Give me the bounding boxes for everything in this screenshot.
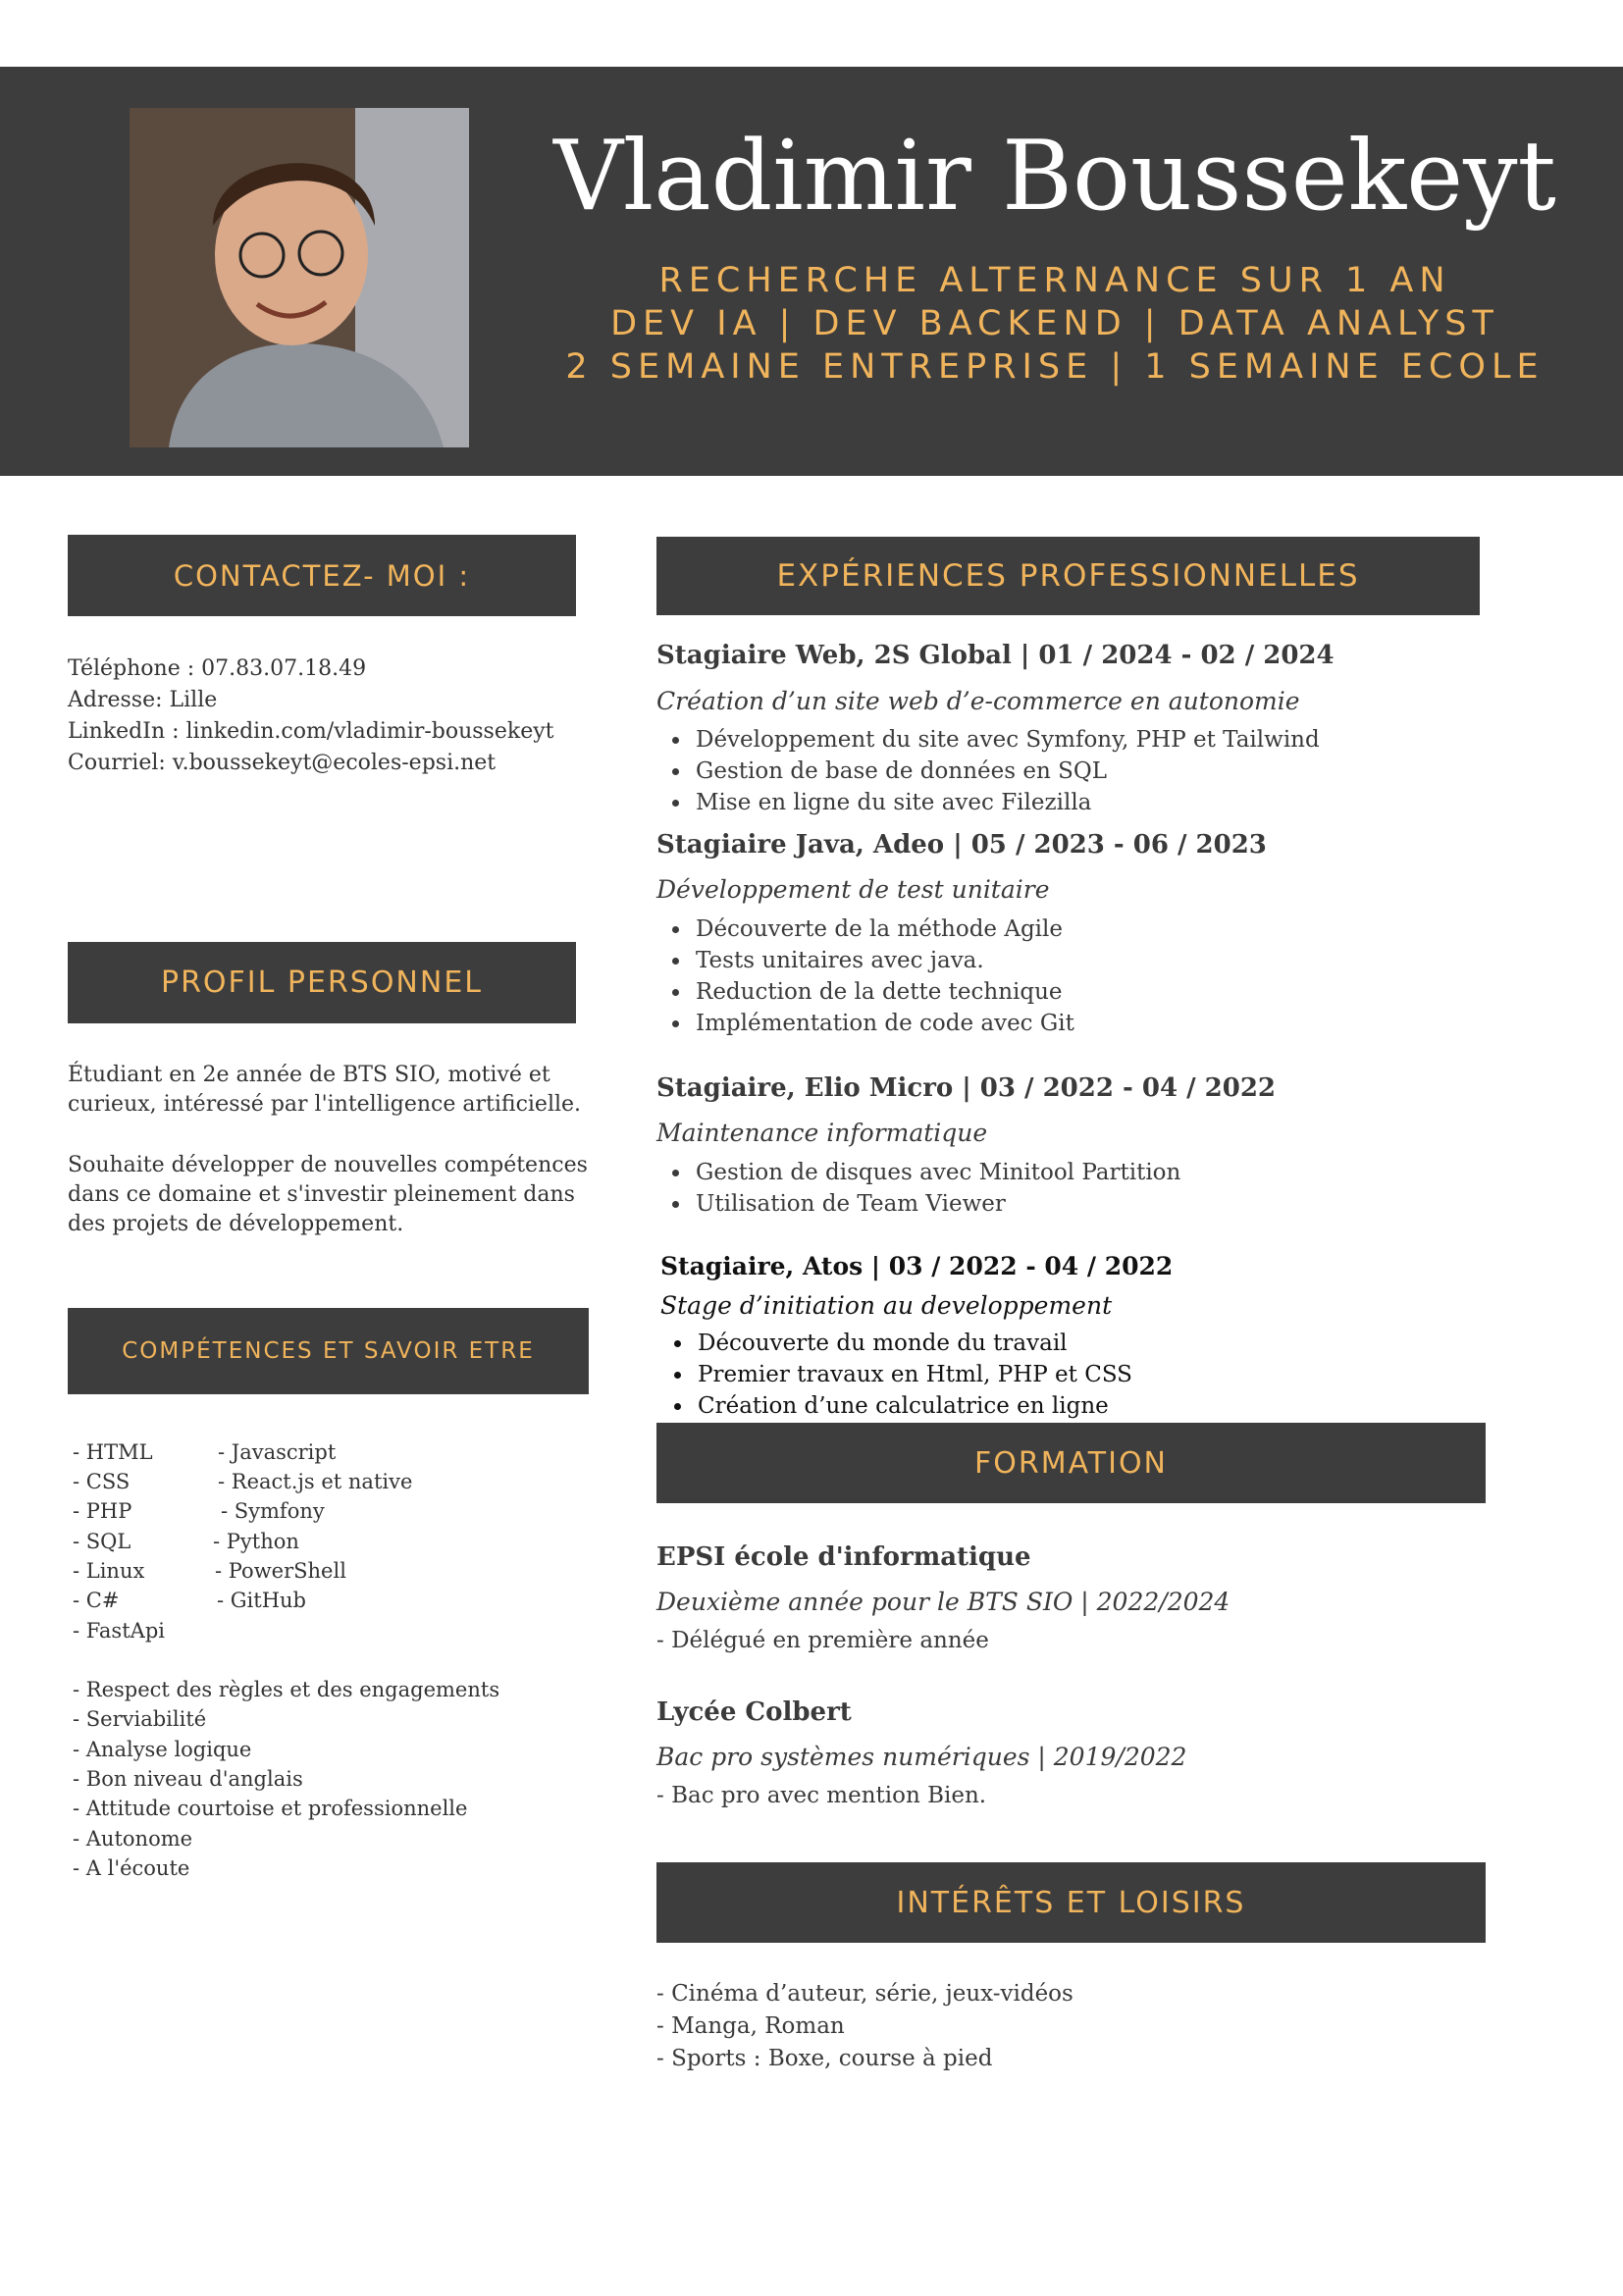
soft-skill-item: - A l'écoute bbox=[73, 1856, 190, 1880]
job-bullets bbox=[653, 724, 1320, 818]
interest-item: - Sports : Boxe, course à pied bbox=[656, 2046, 993, 2071]
job-title: Stagiaire, Atos | 03 / 2022 - 04 / 2022 bbox=[660, 1252, 1174, 1280]
contact-linkedin: LinkedIn : linkedin.com/vladimir-boussekeyt bbox=[68, 719, 554, 744]
contact-heading: CONTACTEZ- MOI : bbox=[68, 535, 576, 616]
profile-text-line: dans ce domaine et s'investir pleinement dans bbox=[68, 1182, 575, 1207]
interests-heading: INTÉRÊTS ET LOISIRS bbox=[656, 1862, 1486, 1943]
job-bullet: • Tests unitaires avec java. bbox=[692, 945, 1074, 976]
profile-photo-illustration bbox=[130, 108, 469, 447]
degree-line: Deuxième année pour le BTS SIO | 2022/2024 bbox=[656, 1588, 1230, 1616]
education-note: - Délégué en première année bbox=[656, 1628, 989, 1653]
contact-address: Adresse: Lille bbox=[68, 688, 218, 712]
skill-item: - PowerShell bbox=[215, 1559, 346, 1583]
skill-item: - Javascript bbox=[218, 1440, 337, 1464]
contact-phone: Téléphone : 07.83.07.18.49 bbox=[68, 656, 367, 681]
job-title: Stagiaire Web, 2S Global | 01 / 2024 - 02 / 2024 bbox=[656, 641, 1335, 670]
job-bullet: • Développement du site avec Symfony, PHP et Tailwind bbox=[692, 724, 1320, 756]
skills-heading: COMPÉTENCES ET SAVOIR ETRE bbox=[68, 1308, 589, 1394]
job-bullet: • Premier travaux en Html, PHP et CSS bbox=[694, 1359, 1132, 1390]
profile-text-line: des projets de développement. bbox=[68, 1212, 404, 1236]
skill-item: - GitHub bbox=[217, 1589, 306, 1612]
skill-item: - SQL bbox=[73, 1530, 131, 1553]
job-bullet: • Gestion de base de données en SQL bbox=[692, 756, 1320, 787]
job-bullet: • Mise en ligne du site avec Filezilla bbox=[692, 787, 1320, 818]
job-bullets bbox=[654, 1328, 1132, 1422]
skill-item: - Linux bbox=[73, 1559, 145, 1583]
education-note: - Bac pro avec mention Bien. bbox=[656, 1783, 987, 1808]
interest-item: - Cinéma d’auteur, série, jeux-vidéos bbox=[656, 1981, 1073, 2007]
job-bullet: • Implémentation de code avec Git bbox=[692, 1008, 1074, 1039]
soft-skill-item: - Respect des règles et des engagements bbox=[73, 1678, 500, 1701]
tagline-line-3: 2 SEMAINE ENTREPRISE | 1 SEMAINE ECOLE bbox=[565, 347, 1544, 387]
education-heading: FORMATION bbox=[656, 1423, 1486, 1503]
experience-heading: EXPÉRIENCES PROFESSIONNELLES bbox=[656, 537, 1480, 615]
skill-item: - Symfony bbox=[221, 1499, 325, 1523]
contact-email: Courriel: v.boussekeyt@ecoles-epsi.net bbox=[68, 751, 497, 775]
profile-text-line: Souhaite développer de nouvelles compétences bbox=[68, 1153, 588, 1177]
skill-item: - C# bbox=[73, 1589, 120, 1612]
job-bullet: • Création d’une calculatrice en ligne bbox=[694, 1390, 1132, 1422]
soft-skill-item: - Attitude courtoise et professionnelle bbox=[73, 1797, 468, 1820]
job-bullet: • Reduction de la dette technique bbox=[692, 976, 1074, 1008]
skill-item: - FastApi bbox=[73, 1619, 165, 1643]
skill-item: - Python bbox=[213, 1530, 299, 1553]
candidate-name: Vladimir Boussekeyt bbox=[553, 121, 1556, 233]
job-subtitle: Création d’un site web d’e-commerce en autonomie bbox=[656, 687, 1300, 715]
tagline-line-1: RECHERCHE ALTERNANCE SUR 1 AN bbox=[658, 261, 1451, 300]
soft-skill-item: - Serviabilité bbox=[73, 1707, 207, 1731]
soft-skill-item: - Analyse logique bbox=[73, 1738, 252, 1761]
skill-item: - React.js et native bbox=[218, 1470, 413, 1493]
job-title: Stagiaire, Elio Micro | 03 / 2022 - 04 / 2022 bbox=[656, 1073, 1276, 1103]
job-bullet: • Gestion de disques avec Minitool Partition bbox=[692, 1157, 1180, 1188]
skill-item: - PHP bbox=[73, 1499, 132, 1523]
job-subtitle: Maintenance informatique bbox=[656, 1119, 988, 1147]
job-title: Stagiaire Java, Adeo | 05 / 2023 - 06 / 2023 bbox=[656, 830, 1267, 860]
job-bullets bbox=[653, 1157, 1180, 1220]
soft-skill-item: - Autonome bbox=[73, 1827, 193, 1851]
job-subtitle: Développement de test unitaire bbox=[656, 875, 1050, 904]
job-bullet: • Utilisation de Team Viewer bbox=[692, 1188, 1180, 1220]
job-bullet: • Découverte de la méthode Agile bbox=[692, 913, 1074, 945]
job-subtitle: Stage d’initiation au developpement bbox=[660, 1291, 1113, 1320]
profile-text-line: Étudiant en 2e année de BTS SIO, motivé et bbox=[68, 1063, 550, 1087]
profile-photo bbox=[130, 108, 469, 447]
profile-text-line: curieux, intéressé par l'intelligence artificielle. bbox=[68, 1092, 582, 1117]
school-name: EPSI école d'informatique bbox=[656, 1542, 1031, 1572]
skill-item: - HTML bbox=[73, 1440, 153, 1464]
degree-line: Bac pro systèmes numériques | 2019/2022 bbox=[656, 1743, 1187, 1771]
profile-heading: PROFIL PERSONNEL bbox=[68, 942, 576, 1023]
interest-item: - Manga, Roman bbox=[656, 2013, 845, 2039]
school-name: Lycée Colbert bbox=[656, 1697, 852, 1727]
job-bullets bbox=[653, 913, 1074, 1039]
tagline-line-2: DEV IA | DEV BACKEND | DATA ANALYST bbox=[610, 304, 1499, 343]
soft-skill-item: - Bon niveau d'anglais bbox=[73, 1767, 303, 1791]
job-bullet: • Découverte du monde du travail bbox=[694, 1328, 1132, 1359]
skill-item: - CSS bbox=[73, 1470, 131, 1493]
